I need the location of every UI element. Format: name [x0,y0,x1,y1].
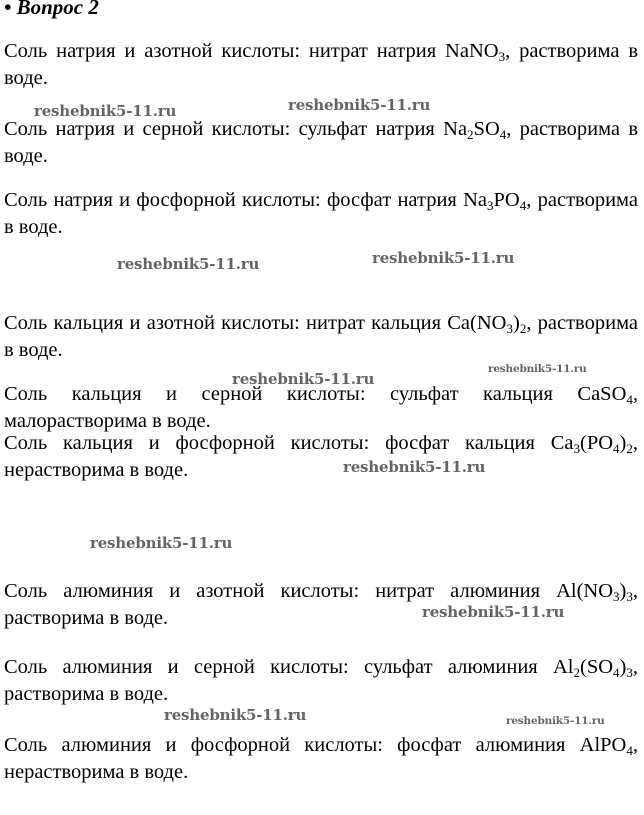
paragraph-text: ) [512,312,520,334]
watermark: reshebnik5-11.ru [232,370,375,388]
formula-subscript: 3 [573,441,580,456]
formula-subscript: 4 [626,743,633,758]
paragraph-text: ) [619,580,627,602]
paragraph-text: , растворима в воде. [4,118,638,167]
paragraph-text: , растворима в воде. [4,189,638,238]
watermark: reshebnik5-11.ru [90,534,233,552]
paragraph-text: , нерастворима в воде. [4,432,638,481]
paragraph-aluminium-sulfate [4,654,638,708]
paragraph-text: Соль кальция и серной кислоты: сульфат кальция CaSO [4,383,627,405]
paragraph-calcium-nitrate [4,310,638,364]
formula-subscript: 3 [626,665,633,680]
formula-subscript: 3 [487,198,494,213]
paragraph-text: Соль кальция и фосфорной кислоты: фосфат кальция Ca [4,432,574,454]
formula-subscript: 4 [519,198,527,213]
paragraph-calcium-sulfate [4,381,638,435]
paragraph-aluminium-phosphate [4,732,638,786]
paragraph-text: (PO [580,432,614,454]
paragraph-sodium-phosphate [4,187,638,241]
formula-subscript: 2 [519,321,527,336]
paragraph-sodium-sulfate [4,116,638,170]
watermark: reshebnik5-11.ru [488,363,587,375]
paragraph-text: ) [619,656,627,678]
question-heading: • Вопрос 2 [4,0,99,19]
watermark: reshebnik5-11.ru [288,96,431,114]
paragraph-text: ) [619,432,627,454]
watermark: reshebnik5-11.ru [164,706,307,724]
formula-subscript: 2 [626,441,633,456]
watermark: reshebnik5-11.ru [343,458,486,476]
watermark: reshebnik5-11.ru [422,603,565,621]
formula-subscript: 2 [467,127,474,142]
paragraph-text: Соль натрия и фосфорной кислоты: фосфат натрия Na [4,189,488,211]
paragraph-text: SO [473,118,500,140]
formula-subscript: 2 [573,665,580,680]
formula-subscript: 4 [499,127,507,142]
watermark: reshebnik5-11.ru [372,249,515,267]
formula-subscript: 3 [626,589,633,604]
paragraph-text: , растворима в воде. [4,40,638,89]
formula-subscript: 4 [613,665,620,680]
paragraph-text: Соль натрия и серной кислоты: сульфат натрия Na [4,118,468,140]
paragraph-text: , нерастворима в воде. [4,734,638,783]
watermark: reshebnik5-11.ru [117,255,260,273]
paragraph-text: Соль кальция и азотной кислоты: нитрат кальция Ca(NO [4,312,507,334]
paragraph-calcium-phosphate [4,430,638,484]
paragraph-text: , растворима в воде. [4,312,639,361]
paragraph-text: Соль алюминия и азотной кислоты: нитрат алюминия Al(NO [4,580,614,602]
paragraph-text: Соль алюминия и фосфорной кислоты: фосфат алюминия AlPO [4,734,627,756]
formula-subscript: 3 [498,49,506,64]
paragraph-text: , малорастворима в воде. [4,383,638,432]
paragraph-text: (SO [580,656,614,678]
paragraph-text: Соль алюминия и серной кислоты: сульфат алюминия Al [4,656,574,678]
paragraph-text: PO [493,189,520,211]
paragraph-text: Соль натрия и азотной кислоты: нитрат натрия NaNO [4,40,499,62]
paragraph-text: , растворима в воде. [4,580,638,629]
formula-subscript: 3 [506,321,513,336]
watermark: reshebnik5-11.ru [34,102,177,120]
paragraph-text: , растворима в воде. [4,656,638,705]
watermark: reshebnik5-11.ru [506,715,605,727]
formula-subscript: 4 [613,441,620,456]
paragraph-sodium-nitrate [4,38,638,92]
formula-subscript: 4 [626,392,633,407]
formula-subscript: 3 [613,589,620,604]
